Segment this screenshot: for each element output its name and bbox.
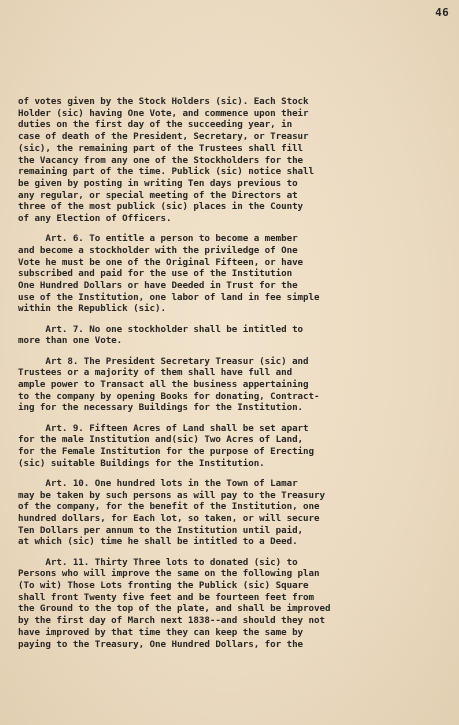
- paragraph: [18, 324, 430, 347]
- text-line: of any Election of Officers.: [18, 213, 172, 225]
- text-line: be given by posting in writing Ten days previous to: [18, 177, 298, 189]
- document-body: [18, 96, 430, 659]
- text-line: hundred dollars, for Each lot, so taken, or will secure: [18, 513, 320, 524]
- text-line: Art. 7. No one stockholder shall be intitled to: [18, 323, 304, 335]
- paragraph: [18, 356, 430, 415]
- text-line: more than one Vote.: [18, 335, 123, 347]
- text-line: Art. 10. One hundred lots in the Town of Lamar: [18, 477, 298, 489]
- text-line: Art. 6. To entitle a person to become a member: [18, 233, 298, 245]
- text-line: ing for the necessary Buildings for the Institution.: [18, 402, 304, 414]
- text-line: of votes given by the Stock Holders (sic). Each Stock: [18, 96, 309, 107]
- paragraph: [18, 233, 430, 315]
- text-line: Trustees or a majority of them shall have full and: [18, 367, 293, 379]
- text-line: within the Republick (sic).: [18, 303, 166, 315]
- text-line: (To wit) Those Lots fronting the Publick (sic) Square: [18, 580, 309, 592]
- text-line: Holder (sic) having One Vote, and commence upon their: [18, 107, 309, 119]
- page-number: 46: [435, 6, 449, 19]
- text-line: use of the Institution, one labor of land in fee simple: [18, 291, 320, 303]
- paragraph: [18, 96, 430, 225]
- text-line: (sic), the remaining part of the Trustees shall fill: [18, 142, 304, 154]
- text-line: subscribed and paid for the use of the Institution: [18, 268, 293, 280]
- text-line: Ten Dollars per annum to the Institution until paid,: [18, 524, 304, 536]
- text-line: One Hundred Dollars or have Deeded in Trust for the: [18, 280, 298, 292]
- text-line: three of the most publick (sic) places in the County: [18, 201, 304, 213]
- text-line: and become a stockholder with the priviledge of One: [18, 244, 298, 256]
- text-line: at which (sic) time he shall be intitled to a Deed.: [18, 536, 298, 548]
- text-line: for the male Institution and(sic) Two Acres of Land,: [18, 434, 304, 446]
- text-line: any regular, or special meeting of the Directors at: [18, 189, 298, 201]
- text-line: may be taken by such persons as will pay to the Treasury: [18, 489, 325, 501]
- text-line: by the first day of March next 1838--and should they not: [18, 615, 325, 627]
- text-line: to the company by opening Books for donating, Contract-: [18, 390, 320, 402]
- text-line: Art. 11. Thirty Three lots to donated (sic) to: [18, 556, 298, 568]
- text-line: Art 8. The President Secretary Treasur (sic) and: [18, 355, 309, 367]
- text-line: case of death of the President, Secretary, or Treasur: [18, 131, 309, 143]
- text-line: Vote he must be one of the Original Fifteen, or have: [18, 256, 304, 268]
- paragraph: [18, 423, 430, 470]
- text-line: the Ground to the top of the plate, and shall be improved: [18, 603, 331, 615]
- text-line: of the company, for the benefit of the Institution, one: [18, 501, 320, 513]
- text-line: (sic) suitable Buildings for the Institution.: [18, 457, 265, 469]
- text-line: Persons who will improve the same on the following plan: [18, 568, 320, 580]
- text-line: remaining part of the time. Publick (sic) notice shall: [18, 166, 314, 178]
- text-line: Art. 9. Fifteen Acres of Land shall be set apart: [18, 422, 309, 434]
- text-line: the Vacancy from any one of the Stockholders for the: [18, 154, 304, 166]
- text-line: for the Female Institution for the purpose of Erecting: [18, 445, 314, 457]
- paragraph: [18, 557, 430, 651]
- text-line: paying to the Treasury, One Hundred Dollars, for the: [18, 638, 304, 650]
- paragraph: [18, 478, 430, 548]
- text-line: ample power to Transact all the business appertaining: [18, 378, 309, 390]
- text-line: have improved by that time they can keep the same by: [18, 626, 304, 638]
- text-line: shall front Twenty five feet and be fourteen feet from: [18, 591, 314, 603]
- text-line: duties on the first day of the succeeding year, in: [18, 119, 293, 131]
